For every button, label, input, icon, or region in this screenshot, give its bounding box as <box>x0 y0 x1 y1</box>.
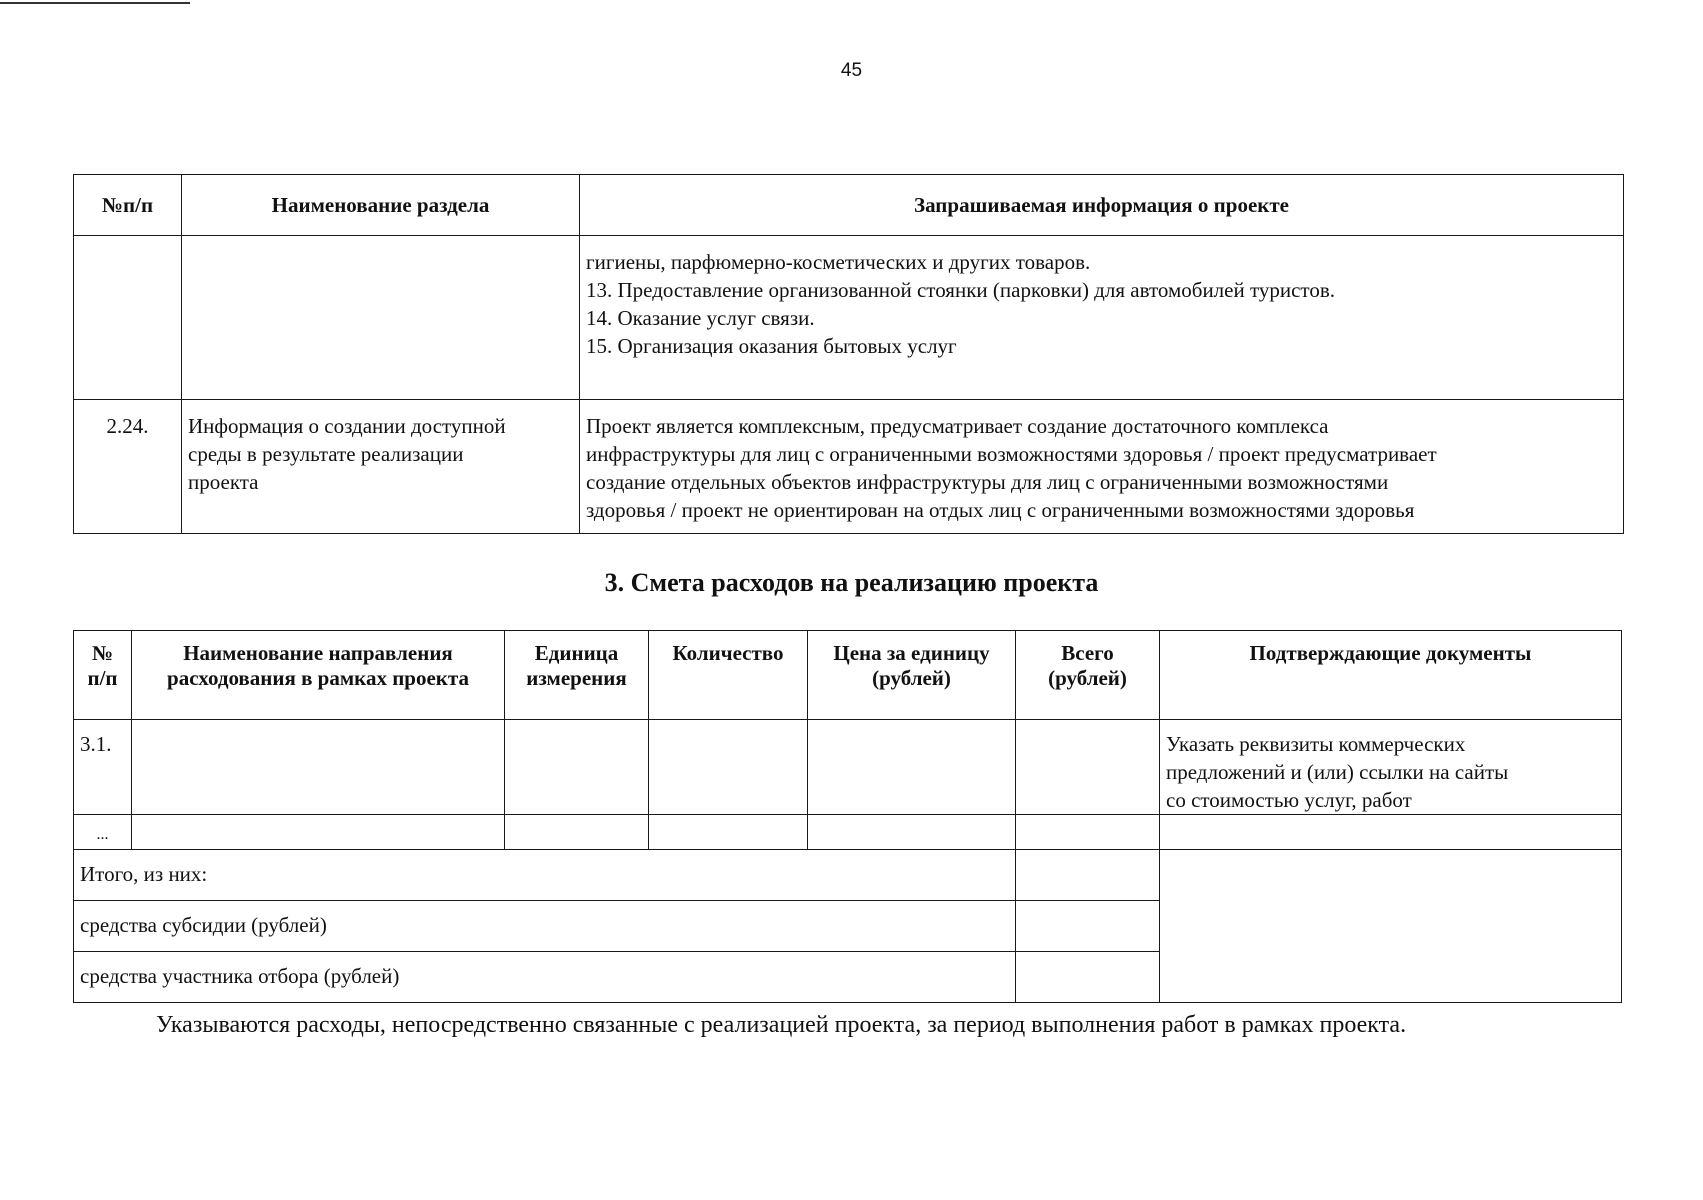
table-row <box>74 400 1624 534</box>
total-label: Итого, из них: <box>74 850 1016 901</box>
info-cell <box>580 400 1624 534</box>
participant-label: средства участника отбора (рублей) <box>74 952 1016 1003</box>
quantity-cell <box>649 815 808 850</box>
info-line: 15. Организация оказания бытовых услуг <box>586 334 957 358</box>
participant-value-cell <box>1016 952 1160 1003</box>
info-line: Проект является комплексным, предусматривает создание достаточного комплекса <box>586 414 1329 438</box>
info-line: 14. Оказание услуг связи. <box>586 306 815 330</box>
header-line: Цена за единицу <box>833 641 990 665</box>
supporting-docs-cell <box>1160 815 1622 850</box>
header-line: Подтверждающие документы <box>1249 641 1532 665</box>
header-line: измерения <box>526 666 627 690</box>
section-line: Информация о создании доступной <box>188 414 506 438</box>
header-unit-price <box>808 631 1016 720</box>
table-header-row <box>74 175 1624 236</box>
header-line: Единица <box>534 641 619 665</box>
section-line: проекта <box>188 470 259 494</box>
unit-price-cell <box>808 815 1016 850</box>
unit-price-cell <box>808 720 1016 815</box>
summary-docs-cell <box>1160 850 1622 1003</box>
header-line: п/п <box>87 666 118 690</box>
footnote-paragraph: Указываются расходы, непосредственно связанные с реализацией проекта, за период выполнения работ в рамках проекта. <box>156 1012 1407 1038</box>
subsidy-label: средства субсидии (рублей) <box>74 901 1016 952</box>
row-number-cell: 2.24. <box>74 400 182 534</box>
table-row <box>74 720 1622 815</box>
summary-row-total <box>74 850 1622 901</box>
table-row <box>74 815 1622 850</box>
page-number: 45 <box>840 60 863 81</box>
row-number-cell: 3.1. <box>74 720 132 815</box>
header-line: (рублей) <box>1048 666 1127 690</box>
expense-estimate-table <box>73 630 1622 1003</box>
info-line: гигиены, парфюмерно-косметических и других товаров. <box>586 250 1091 274</box>
section-name-cell <box>182 236 580 400</box>
header-line: (рублей) <box>872 666 951 690</box>
docs-line: Указать реквизиты коммерческих <box>1166 732 1466 756</box>
row-number-cell <box>74 236 182 400</box>
total-value-cell <box>1016 850 1160 901</box>
header-line: расходования в рамках проекта <box>167 666 469 690</box>
unit-cell <box>505 815 649 850</box>
header-line: Всего <box>1061 641 1114 665</box>
docs-line: предложений и (или) ссылки на сайты <box>1166 760 1509 784</box>
header-unit <box>505 631 649 720</box>
info-cell <box>580 236 1624 400</box>
table-header-row <box>74 631 1622 720</box>
expense-name-cell <box>132 720 505 815</box>
scan-artifact-line <box>0 2 190 4</box>
table-row <box>74 236 1624 400</box>
expense-name-cell <box>132 815 505 850</box>
section-title: 3. Смета расходов на реализацию проекта <box>604 568 1099 597</box>
section-line: среды в результате реализации <box>188 442 464 466</box>
header-requested-info: Запрашиваемая информация о проекте <box>580 175 1624 236</box>
header-section-name: Наименование раздела <box>182 175 580 236</box>
subsidy-value-cell <box>1016 901 1160 952</box>
header-quantity <box>649 631 808 720</box>
quantity-cell <box>649 720 808 815</box>
info-line: здоровья / проект не ориентирован на отдых лиц с ограниченными возможностями здоровья <box>586 498 1415 522</box>
header-number <box>74 631 132 720</box>
info-line: инфраструктуры для лиц с ограниченными возможностями здоровья / проект предусматривает <box>586 442 1437 466</box>
header-number: №п/п <box>74 175 182 236</box>
total-cell <box>1016 815 1160 850</box>
docs-line: со стоимостью услуг, работ <box>1166 788 1412 812</box>
info-line: 13. Предоставление организованной стоянки (парковки) для автомобилей туристов. <box>586 278 1335 302</box>
unit-cell <box>505 720 649 815</box>
header-total <box>1016 631 1160 720</box>
header-line: № <box>91 641 114 665</box>
info-line: создание отдельных объектов инфраструктуры для лиц с ограниченными возможностями <box>586 470 1389 494</box>
total-cell <box>1016 720 1160 815</box>
supporting-docs-cell <box>1160 720 1622 815</box>
header-supporting-docs <box>1160 631 1622 720</box>
header-line: Наименование направления <box>183 641 453 665</box>
project-info-table <box>73 174 1624 534</box>
row-number-cell: ... <box>74 815 132 850</box>
header-line: Количество <box>672 641 784 665</box>
header-expense-name <box>132 631 505 720</box>
section-name-cell <box>182 400 580 534</box>
